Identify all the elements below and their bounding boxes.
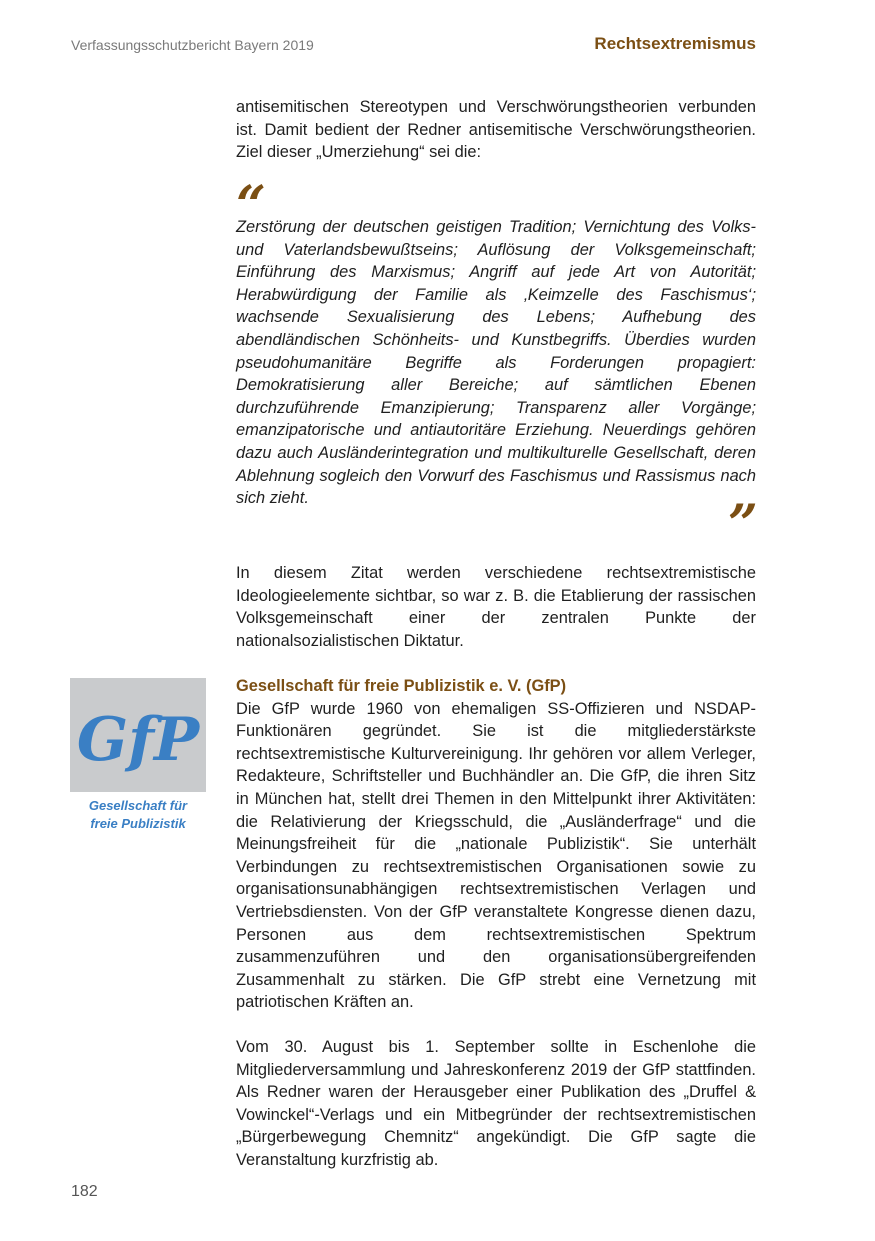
quote-close-mark: ” <box>728 494 758 555</box>
gfp-logo <box>70 678 206 792</box>
section-header-title: Rechtsextremismus <box>594 34 756 53</box>
after-quote-block <box>236 562 756 652</box>
quote-block <box>236 216 756 510</box>
gfp-logo-text: GfP <box>76 705 200 775</box>
gfp-section-heading: Gesellschaft für freie Publizistik e. V. (GfP) <box>236 677 567 695</box>
gfp-section <box>236 675 756 1171</box>
gfp-logo-caption <box>70 797 206 833</box>
gfp-logo-graphic <box>70 678 206 792</box>
logo-caption-line-2: freie Publizistik <box>90 816 186 831</box>
quote-text: Zerstörung der deutschen geistigen Tradition; Vernichtung des Volks- und Vaterlandsbewußtseins; Auflösung der Volksgemeinschaft; Einführung des Marxismus; Angriff auf jede Art von Autorität; Herabwürdigung der Familie als ‚Keimzelle des Faschismus‘; wachsende Sexualisierung des Lebens; Aufhebung des abendländischen Schönheits- und Kunstbegriffs. Überdies wurden pseudohumanitäre Begriffe als Forderungen propagiert: Demokratisierung aller Bereiche; auf sämtlichen Ebenen durchzuführende Emanzipierung; Transparenz aller Vorgänge; emanzipatorische und antiautoritäre Erziehung. Neuerdings gehören dazu auch Ausländerintegration und multikulturelle Gesellschaft, deren Ablehnung sogleich den Vorwurf des Faschismus und Rassismus nach sich zieht. <box>236 218 756 508</box>
quote-open-mark: “ <box>236 175 266 236</box>
gfp-paragraph-2: Vom 30. August bis 1. September sollte in Eschenlohe die Mitgliederversammlung und Jahreskonferenz 2019 der GfP stattfinden. Als Redner waren der Herausgeber einer Publikation des „Druffel & Vowinckel“-Verlags und ein Mitbegründer der rechtsextremistischen „Bürgerbewegung Chemnitz“ angekündigt. Die GfP sagte die Veranstaltung kurzfristig ab. <box>236 1037 756 1169</box>
intro-block <box>236 96 756 164</box>
page-number: 182 <box>71 1183 98 1200</box>
running-header-title: Verfassungsschutzbericht Bayern 2019 <box>71 37 314 53</box>
gfp-paragraph-1: Die GfP wurde 1960 von ehemaligen SS-Offizieren und NSDAP-Funktionären gegründet. Sie ist die mitgliederstärkste rechtsextremistische Kulturvereinigung. Ihr gehören vor allem Verleger, Redakteure, Schriftsteller und Buchhändler an. Die GfP, die ihren Sitz in München hat, stellt drei Themen in den Mittelpunkt ihrer Aktivitäten: die Relativierung der Kriegsschuld, die „Ausländerfrage“ und die Meinungsfreiheit für die „nationale Publizistik“. Sie unterhält Verbindungen zu rechtsextremistischen Organisationen sowie zu organisationsunabhängigen rechtsextremistischen Verlagen und Vertriebsdiensten. Von der GfP veranstaltete Kongresse dienen dazu, Personen aus dem rechtsextremistischen Spektrum zusammenzuführen und den organisationsübergreifenden Zusammenhalt zu stärken. Die GfP strebt eine Vernetzung mit patriotischen Kräften an. <box>236 699 756 1012</box>
logo-caption-line-1: Gesellschaft für <box>88 798 188 813</box>
intro-paragraph: antisemitischen Stereotypen und Verschwörungstheorien verbunden ist. Damit bedient der Redner antisemitische Verschwörungstheorien. Ziel dieser „Umerziehung“ sei die: <box>236 98 756 162</box>
after-quote-paragraph: In diesem Zitat werden verschiedene rechtsextremistische Ideologieelemente sichtbar, so war z. B. die Etablierung der rassischen Volksgemeinschaft einer der zentralen Punkte der nationalsozialistischen Diktatur. <box>236 564 756 650</box>
